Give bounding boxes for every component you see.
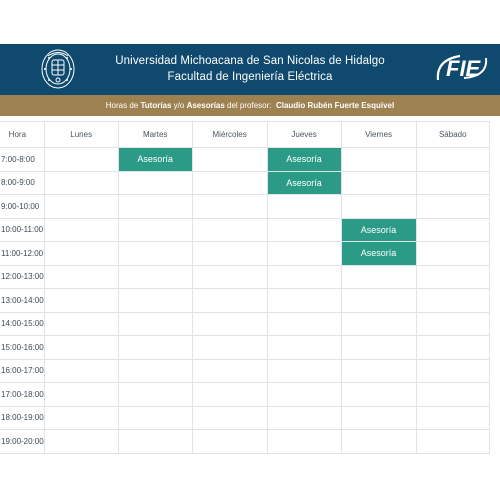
empty-slot — [341, 383, 416, 407]
empty-slot — [192, 171, 267, 195]
appointment-slot: Asesoría — [341, 242, 416, 266]
banner-tutorias: Tutorías — [140, 101, 172, 110]
table-row — [0, 312, 490, 336]
empty-slot — [192, 218, 267, 242]
empty-slot — [416, 148, 489, 172]
column-header-day: Sábado — [416, 122, 489, 148]
empty-slot — [267, 195, 341, 219]
svg-text:FIE: FIE — [446, 56, 481, 81]
empty-slot — [341, 289, 416, 313]
time-slot-label: 8:00-9:00 — [0, 171, 44, 195]
empty-slot — [192, 265, 267, 289]
header-bar — [0, 44, 500, 95]
empty-slot — [267, 430, 341, 454]
empty-slot — [192, 383, 267, 407]
university-name: Universidad Michoacana de San Nicolas de Hidalgo — [115, 55, 385, 67]
empty-slot — [44, 430, 118, 454]
empty-slot — [416, 195, 489, 219]
empty-slot — [118, 265, 192, 289]
time-slot-label: 14:00-15:00 — [0, 312, 44, 336]
empty-slot — [192, 148, 267, 172]
column-header-day: Viernes — [341, 122, 416, 148]
empty-slot — [192, 242, 267, 266]
empty-slot — [44, 336, 118, 360]
empty-slot — [44, 171, 118, 195]
empty-slot — [416, 359, 489, 383]
schedule-table — [0, 121, 490, 454]
column-header-day: Miércoles — [192, 122, 267, 148]
table-row — [0, 336, 490, 360]
empty-slot — [192, 312, 267, 336]
professor-banner — [0, 95, 500, 116]
time-slot-label: 10:00-11:00 — [0, 218, 44, 242]
faculty-name: Facultad de Ingeniería Eléctrica — [167, 71, 333, 83]
header-row — [0, 122, 490, 148]
empty-slot — [192, 195, 267, 219]
column-header-hora: Hora — [0, 122, 44, 148]
empty-slot — [118, 171, 192, 195]
empty-slot — [341, 406, 416, 430]
empty-slot — [341, 359, 416, 383]
empty-slot — [267, 336, 341, 360]
empty-slot — [341, 430, 416, 454]
time-slot-label: 15:00-16:00 — [0, 336, 44, 360]
table-row — [0, 265, 490, 289]
table-row — [0, 218, 490, 242]
empty-slot — [341, 336, 416, 360]
empty-slot — [44, 359, 118, 383]
column-header-day: Martes — [118, 122, 192, 148]
empty-slot — [267, 289, 341, 313]
time-slot-label: 7:00-8:00 — [0, 148, 44, 172]
time-slot-label: 18:00-19:00 — [0, 406, 44, 430]
table-row — [0, 195, 490, 219]
empty-slot — [416, 242, 489, 266]
table-row — [0, 359, 490, 383]
empty-slot — [44, 195, 118, 219]
empty-slot — [192, 359, 267, 383]
empty-slot — [267, 218, 341, 242]
table-row — [0, 148, 490, 172]
empty-slot — [416, 383, 489, 407]
empty-slot — [118, 430, 192, 454]
empty-slot — [416, 289, 489, 313]
time-slot-label: 17:00-18:00 — [0, 383, 44, 407]
empty-slot — [44, 218, 118, 242]
empty-slot — [267, 312, 341, 336]
empty-slot — [192, 406, 267, 430]
empty-slot — [118, 289, 192, 313]
empty-slot — [341, 148, 416, 172]
empty-slot — [44, 289, 118, 313]
empty-slot — [341, 195, 416, 219]
table-row — [0, 289, 490, 313]
empty-slot — [44, 148, 118, 172]
empty-slot — [118, 195, 192, 219]
empty-slot — [341, 312, 416, 336]
empty-slot — [118, 383, 192, 407]
appointment-slot: Asesoría — [267, 148, 341, 172]
banner-conj: y/o — [171, 101, 187, 110]
banner-mid: del profesor: — [224, 101, 276, 110]
fie-logo — [434, 50, 490, 86]
empty-slot — [44, 265, 118, 289]
table-row — [0, 430, 490, 454]
empty-slot — [416, 430, 489, 454]
time-slot-label: 19:00-20:00 — [0, 430, 44, 454]
empty-slot — [416, 312, 489, 336]
empty-slot — [416, 336, 489, 360]
banner-prefix: Horas de — [105, 101, 141, 110]
empty-slot — [118, 359, 192, 383]
appointment-slot: Asesoría — [267, 171, 341, 195]
empty-slot — [118, 336, 192, 360]
empty-slot — [44, 312, 118, 336]
empty-slot — [416, 218, 489, 242]
empty-slot — [118, 218, 192, 242]
empty-slot — [192, 336, 267, 360]
empty-slot — [44, 406, 118, 430]
time-slot-label: 9:00-10:00 — [0, 195, 44, 219]
empty-slot — [267, 359, 341, 383]
column-header-day: Lunes — [44, 122, 118, 148]
empty-slot — [44, 383, 118, 407]
empty-slot — [416, 265, 489, 289]
empty-slot — [192, 289, 267, 313]
appointment-slot: Asesoría — [118, 148, 192, 172]
table-row — [0, 406, 490, 430]
table-row — [0, 242, 490, 266]
empty-slot — [192, 430, 267, 454]
empty-slot — [118, 312, 192, 336]
empty-slot — [267, 265, 341, 289]
column-header-day: Jueves — [267, 122, 341, 148]
table-row — [0, 383, 490, 407]
table-row — [0, 171, 490, 195]
empty-slot — [341, 265, 416, 289]
empty-slot — [416, 171, 489, 195]
empty-slot — [267, 383, 341, 407]
time-slot-label: 11:00-12:00 — [0, 242, 44, 266]
time-slot-label: 12:00-13:00 — [0, 265, 44, 289]
empty-slot — [341, 171, 416, 195]
empty-slot — [44, 242, 118, 266]
empty-slot — [267, 242, 341, 266]
appointment-slot: Asesoría — [341, 218, 416, 242]
empty-slot — [118, 242, 192, 266]
time-slot-label: 16:00-17:00 — [0, 359, 44, 383]
time-slot-label: 13:00-14:00 — [0, 289, 44, 313]
professor-name: Claudio Rubén Fuerte Esquivel — [275, 101, 395, 110]
empty-slot — [118, 406, 192, 430]
banner-asesorias: Asesorías — [186, 101, 225, 110]
empty-slot — [267, 406, 341, 430]
empty-slot — [416, 406, 489, 430]
